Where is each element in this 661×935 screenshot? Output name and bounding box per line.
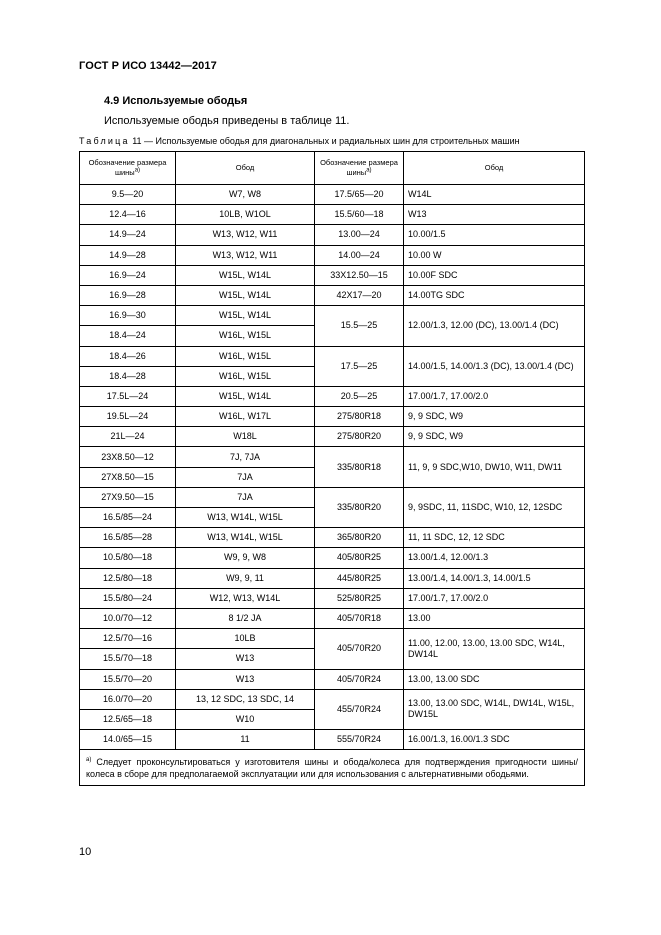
rim-cell: 11, 9, 9 SDC,W10, DW10, W11, DW11	[404, 447, 585, 487]
rim-cell: 11, 11 SDC, 12, 12 SDC	[404, 528, 585, 548]
tire-size-cell: 405/80R25	[315, 548, 404, 568]
tire-size-cell: 12.5/70—16	[80, 629, 176, 649]
tire-size-cell: 14.0/65—15	[80, 730, 176, 750]
rim-cell: W13, W12, W11	[176, 225, 315, 245]
rim-cell: 8 1/2 JA	[176, 608, 315, 628]
tire-size-cell: 16.9—30	[80, 306, 176, 326]
tire-size-cell: 16.5/85—24	[80, 508, 176, 528]
tire-size-cell: 42X17—20	[315, 285, 404, 305]
rim-cell: W9, 9, 11	[176, 568, 315, 588]
tire-size-cell: 17.5/65—20	[315, 185, 404, 205]
rim-cell: 9, 9 SDC, W9	[404, 427, 585, 447]
tire-size-cell: 14.00—24	[315, 245, 404, 265]
rim-cell: 10.00/1.5	[404, 225, 585, 245]
footnote-marker: a)	[86, 757, 92, 764]
header-note-marker: a)	[134, 167, 141, 174]
table-row	[80, 689, 585, 709]
header-rim-left: Обод	[176, 152, 315, 185]
tire-size-cell: 16.9—24	[80, 265, 176, 285]
table-row	[80, 407, 585, 427]
table-row	[80, 588, 585, 608]
tire-size-cell: 12.5/80—18	[80, 568, 176, 588]
tire-size-cell: 12.5/65—18	[80, 709, 176, 729]
tire-size-cell: 405/70R20	[315, 629, 404, 669]
tire-size-cell: 33X12.50—15	[315, 265, 404, 285]
table-row	[80, 346, 585, 366]
rim-cell: 9, 9SDC, 11, 11SDC, W10, 12, 12SDC	[404, 487, 585, 527]
tire-size-cell: 10.5/80—18	[80, 548, 176, 568]
tire-size-cell: 275/80R20	[315, 427, 404, 447]
table-row	[80, 306, 585, 326]
table-row	[80, 528, 585, 548]
rim-cell: 17.00/1.7, 17.00/2.0	[404, 588, 585, 608]
rim-cell: W15L, W14L	[176, 386, 315, 406]
tire-size-cell: 12.4—16	[80, 205, 176, 225]
rim-cell: W7, W8	[176, 185, 315, 205]
tire-size-cell: 16.5/85—28	[80, 528, 176, 548]
table-row	[80, 205, 585, 225]
rim-cell: 11	[176, 730, 315, 750]
rim-cell: 14.00TG SDC	[404, 285, 585, 305]
tire-size-cell: 365/80R20	[315, 528, 404, 548]
rim-cell: W16L, W17L	[176, 407, 315, 427]
tire-size-cell: 15.5—25	[315, 306, 404, 346]
table-caption-prefix: Таблица	[79, 136, 130, 146]
rim-cell: 16.00/1.3, 16.00/1.3 SDC	[404, 730, 585, 750]
rim-cell: W10	[176, 709, 315, 729]
rim-cell: 10.00 W	[404, 245, 585, 265]
tire-size-cell: 10.0/70—12	[80, 608, 176, 628]
table-row	[80, 185, 585, 205]
header-tire-size-left: Обозначение размера шины$^{a)}$	[80, 152, 176, 185]
tire-size-cell: 14.9—24	[80, 225, 176, 245]
rim-cell: 13.00/1.4, 14.00/1.3, 14.00/1.5	[404, 568, 585, 588]
rim-cell: 13.00	[404, 608, 585, 628]
footnote-text: Следует проконсультироваться у изготовителя шины и обода/колеса для подтверждения пригодности шины/колеса в сборе для предполагаемой эксплуатации или для использования с альтернативными ободьями.	[86, 757, 578, 780]
document-code-header: ГОСТ Р ИСО 13442—2017	[79, 60, 217, 72]
rim-cell: 12.00/1.3, 12.00 (DC), 13.00/1.4 (DC)	[404, 306, 585, 346]
rim-cell: 13.00, 13.00 SDC	[404, 669, 585, 689]
rim-cell: W13, W12, W11	[176, 245, 315, 265]
tire-size-cell: 445/80R25	[315, 568, 404, 588]
tire-size-cell: 18.4—26	[80, 346, 176, 366]
rim-cell: W9, 9, W8	[176, 548, 315, 568]
tire-size-cell: 275/80R18	[315, 407, 404, 427]
rim-cell: 7JA	[176, 467, 315, 487]
rim-cell: W16L, W15L	[176, 326, 315, 346]
tire-size-cell: 405/70R18	[315, 608, 404, 628]
table-footnote	[80, 750, 585, 786]
tire-size-cell: 14.9—28	[80, 245, 176, 265]
rim-cell: 11.00, 12.00, 13.00, 13.00 SDC, W14L, DW14L	[404, 629, 585, 669]
section-intro-text: Используемые ободья приведены в таблице 11.	[104, 115, 350, 127]
table-row	[80, 225, 585, 245]
rim-cell: W15L, W14L	[176, 285, 315, 305]
rim-cell: W18L	[176, 427, 315, 447]
rim-cell: W13, W14L, W15L	[176, 508, 315, 528]
tire-size-cell: 455/70R24	[315, 689, 404, 729]
table-row	[80, 265, 585, 285]
rim-cell: 9, 9 SDC, W9	[404, 407, 585, 427]
table-row	[80, 245, 585, 265]
tire-size-cell: 23X8.50—12	[80, 447, 176, 467]
table-row	[80, 568, 585, 588]
rim-cell: W14L	[404, 185, 585, 205]
tire-size-cell: 21L—24	[80, 427, 176, 447]
rim-cell: W13	[176, 669, 315, 689]
rim-cell: W16L, W15L	[176, 346, 315, 366]
table-footnote-row	[80, 750, 585, 786]
tire-size-cell: 16.0/70—20	[80, 689, 176, 709]
rim-cell: 13, 12 SDC, 13 SDC, 14	[176, 689, 315, 709]
table-row	[80, 427, 585, 447]
table-row	[80, 730, 585, 750]
header-rim-right: Обод	[404, 152, 585, 185]
table-row	[80, 608, 585, 628]
rim-cell: 10LB	[176, 629, 315, 649]
rims-table	[79, 151, 585, 786]
tire-size-cell: 18.4—28	[80, 366, 176, 386]
tire-size-cell: 15.5/60—18	[315, 205, 404, 225]
tire-size-cell: 15.5/70—18	[80, 649, 176, 669]
tire-size-cell: 13.00—24	[315, 225, 404, 245]
tire-size-cell: 20.5—25	[315, 386, 404, 406]
header-tire-size-right: Обозначение размера шины$^{a)}$	[315, 152, 404, 185]
tire-size-cell: 19.5L—24	[80, 407, 176, 427]
header-note-marker: a)	[366, 167, 372, 174]
tire-size-cell: 17.5L—24	[80, 386, 176, 406]
table-row	[80, 629, 585, 649]
rim-cell: 10LB, W1OL	[176, 205, 315, 225]
page-number: 10	[79, 846, 92, 858]
table-caption	[79, 136, 520, 146]
rim-cell: W13, W14L, W15L	[176, 528, 315, 548]
rim-cell: 13.00/1.4, 12.00/1.3	[404, 548, 585, 568]
rim-cell: 13.00, 13.00 SDC, W14L, DW14L, W15L, DW15L	[404, 689, 585, 729]
rim-cell: W15L, W14L	[176, 306, 315, 326]
rim-cell: W16L, W15L	[176, 366, 315, 386]
table-row	[80, 548, 585, 568]
rim-cell: 7JA	[176, 487, 315, 507]
rim-cell: W13	[176, 649, 315, 669]
tire-size-cell: 335/80R20	[315, 487, 404, 527]
rim-cell: 10.00F SDC	[404, 265, 585, 285]
rim-cell: W13	[404, 205, 585, 225]
tire-size-cell: 27X8.50—15	[80, 467, 176, 487]
tire-size-cell: 16.9—28	[80, 285, 176, 305]
tire-size-cell: 15.5/80—24	[80, 588, 176, 608]
tire-size-cell: 9.5—20	[80, 185, 176, 205]
tire-size-cell: 405/70R24	[315, 669, 404, 689]
rim-cell: W12, W13, W14L	[176, 588, 315, 608]
rim-cell: W15L, W14L	[176, 265, 315, 285]
rim-cell: 17.00/1.7, 17.00/2.0	[404, 386, 585, 406]
rim-cell: 7J, 7JA	[176, 447, 315, 467]
table-row	[80, 386, 585, 406]
table-row	[80, 447, 585, 467]
tire-size-cell: 525/80R25	[315, 588, 404, 608]
tire-size-cell: 555/70R24	[315, 730, 404, 750]
rim-cell: 14.00/1.5, 14.00/1.3 (DC), 13.00/1.4 (DC)	[404, 346, 585, 386]
table-header-row	[80, 152, 585, 185]
tire-size-cell: 18.4—24	[80, 326, 176, 346]
tire-size-cell: 15.5/70—20	[80, 669, 176, 689]
section-title: 4.9 Используемые ободья	[104, 95, 248, 107]
tire-size-cell: 27X9.50—15	[80, 487, 176, 507]
tire-size-cell: 17.5—25	[315, 346, 404, 386]
table-caption-text: 11 — Используемые ободья для диагональных и радиальных шин для строительных машин	[129, 136, 520, 146]
table-row	[80, 487, 585, 507]
table-row	[80, 669, 585, 689]
table-row	[80, 285, 585, 305]
tire-size-cell: 335/80R18	[315, 447, 404, 487]
